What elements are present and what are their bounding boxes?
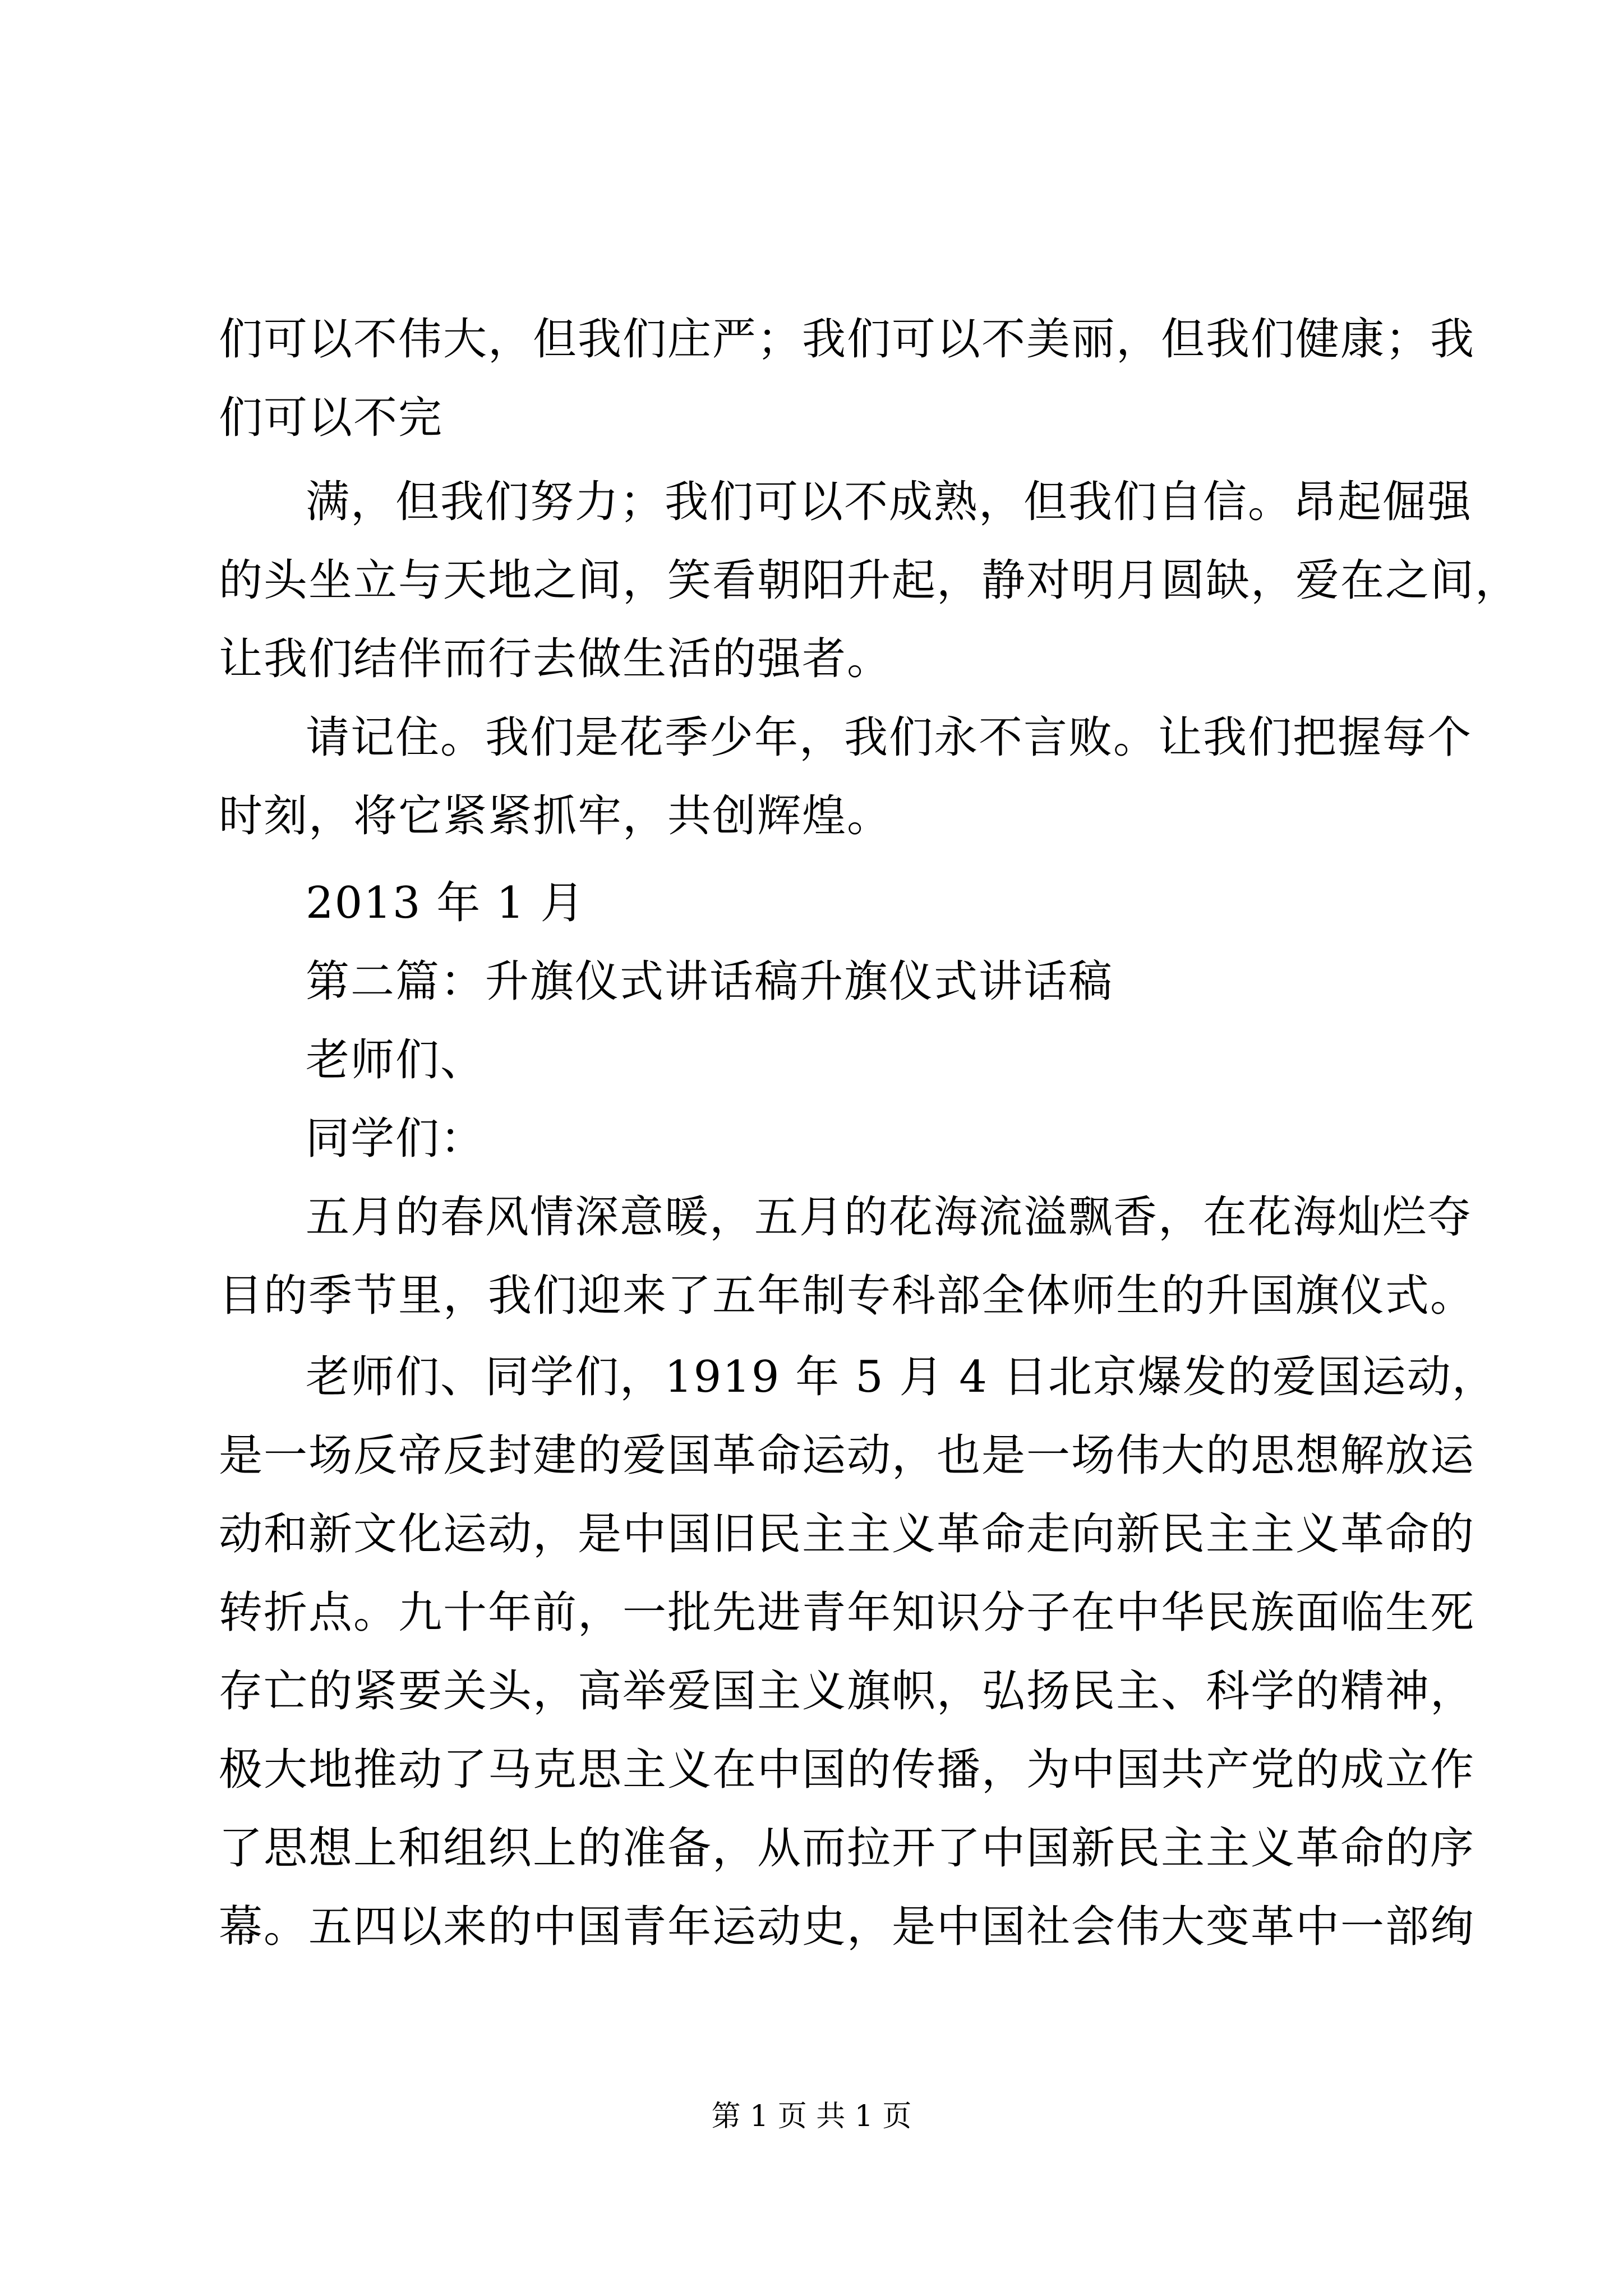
text-line: 让我们结伴而行去做生活的强者。 xyxy=(219,634,892,684)
text-line: 满，但我们努力；我们可以不成熟，但我们自信。昂起倔强 xyxy=(306,477,1473,527)
text-line: 了思想上和组织上的准备，从而拉开了中国新民主主义革命的序 xyxy=(219,1823,1476,1874)
text-line: 存亡的紧要关头，高举爱国主义旗帜，弘扬民主、科学的精神， xyxy=(219,1666,1476,1717)
text-line: 极大地推动了马克思主义在中国的传播，为中国共产党的成立作 xyxy=(219,1745,1476,1795)
text-line: 转折点。九十年前，一批先进青年知识分子在中华民族面临生死 xyxy=(219,1588,1476,1638)
text-line: 时刻，将它紧紧抓牢，共创辉煌。 xyxy=(219,791,892,841)
text-line: 请记住。我们是花季少年，我们永不言败。让我们把握每个 xyxy=(306,712,1473,763)
page-footer: 第 1 页 共 1 页 xyxy=(711,2100,912,2133)
text-line: 五月的春风情深意暖，五月的花海流溢飘香，在花海灿烂夺 xyxy=(306,1192,1473,1243)
text-line: 幕。五四以来的中国青年运动史，是中国社会伟大变革中一部绚 xyxy=(219,1902,1476,1952)
date-line: 2013 年 1 月 xyxy=(306,878,585,928)
text-line: 们可以不伟大，但我们庄严；我们可以不美丽，但我们健康；我 xyxy=(219,314,1476,365)
text-line: 目的季节里，我们迎来了五年制专科部全体师生的升国旗仪式。 xyxy=(219,1271,1476,1321)
salutation-line: 老师们、 xyxy=(306,1035,486,1085)
text-line: 老师们、同学们，1919 年 5 月 4 日北京爆发的爱国运动， xyxy=(306,1352,1497,1402)
text-line: 们可以不完 xyxy=(219,393,444,443)
text-line: 是一场反帝反封建的爱国革命运动，也是一场伟大的思想解放运 xyxy=(219,1430,1476,1481)
text-line: 动和新文化运动，是中国旧民主主义革命走向新民主主义革命的 xyxy=(219,1509,1476,1559)
text-line: 的头坐立与天地之间，笑看朝阳升起，静对明月圆缺，爱在之间， xyxy=(219,555,1520,606)
section-heading: 第二篇：升旗仪式讲话稿升旗仪式讲话稿 xyxy=(306,956,1114,1007)
salutation-line: 同学们： xyxy=(306,1114,486,1164)
